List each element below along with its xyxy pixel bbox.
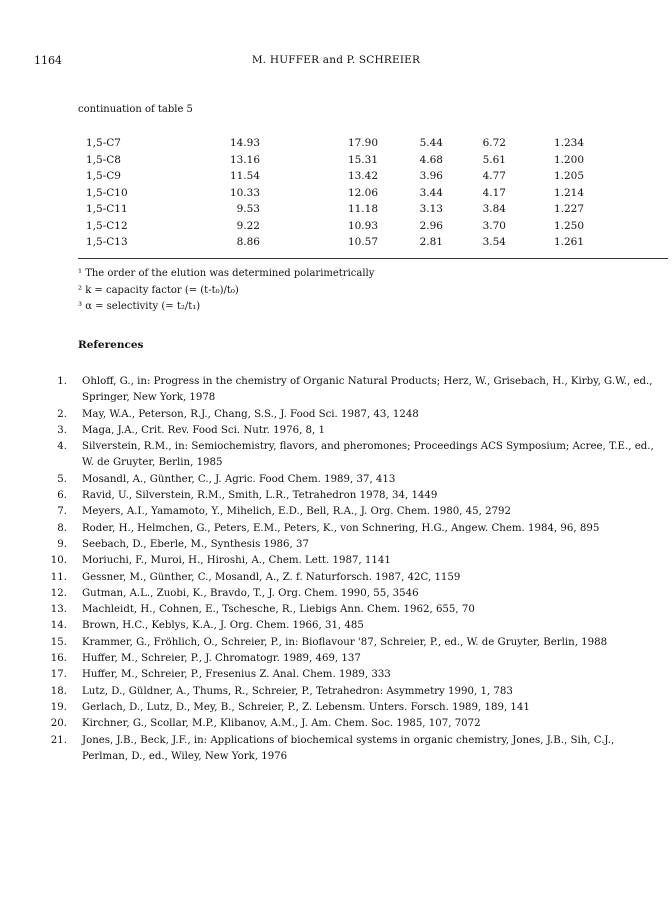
compound-cell: 1,5-C11 — [86, 203, 128, 215]
reference-item — [0, 570, 672, 586]
reference-text: Gutman, A.L., Zuobi, K., Bravdo, T., J. Org. Chem. 1990, 55, 3546 — [82, 587, 419, 599]
value-cell: 10.93 — [347, 219, 378, 232]
value-cell: 5.44 — [419, 137, 443, 149]
value-cell: 2.96 — [419, 219, 443, 232]
value-cell: 1.250 — [553, 219, 584, 232]
table-caption: continuation of table 5 — [78, 104, 193, 115]
reference-number: 2. — [57, 408, 67, 420]
reference-text: Seebach, D., Eberle, M., Synthesis 1986, 37 — [82, 538, 309, 550]
reference-item — [0, 602, 672, 618]
value-cell: 1.214 — [553, 186, 584, 199]
value-cell: 11.54 — [229, 170, 260, 182]
reference-item — [0, 374, 672, 407]
footnote-3: ³ α = selectivity (= t₂/t₁) — [78, 301, 201, 312]
reference-item — [0, 407, 672, 423]
value-cell: 4.68 — [419, 153, 443, 166]
reference-item — [0, 553, 672, 569]
reference-text: Maga, J.A., Crit. Rev. Food Sci. Nutr. 1976, 8, 1 — [82, 424, 325, 436]
value-cell: 4.17 — [482, 186, 506, 199]
compound-cell: 1,5-C12 — [86, 219, 128, 232]
reference-item — [0, 700, 672, 716]
reference-text: Roder, H., Helmchen, G., Peters, E.M., Peters, K., von Schnering, H.G., Angew. Chem. 1984, 96, 895 — [82, 522, 600, 534]
table-row — [78, 154, 668, 171]
value-cell: 17.90 — [347, 137, 378, 149]
compound-cell: 1,5-C9 — [86, 170, 121, 182]
reference-item — [0, 733, 672, 766]
reference-number: 19. — [50, 701, 67, 713]
reference-item — [0, 667, 672, 683]
reference-number: 7. — [57, 506, 67, 518]
value-cell: 1.234 — [553, 137, 584, 149]
reference-number: 10. — [50, 555, 67, 567]
reference-text: Gessner, M., Günther, C., Mosandl, A., Z. f. Naturforsch. 1987, 42C, 1159 — [82, 571, 461, 583]
page-number: 1164 — [34, 54, 62, 67]
table-row — [78, 220, 668, 237]
value-cell: 6.72 — [482, 137, 506, 149]
reference-item — [0, 472, 672, 488]
reference-text: Ravid, U., Silverstein, R.M., Smith, L.R., Tetrahedron 1978, 34, 1449 — [82, 490, 438, 502]
value-cell: 3.54 — [482, 236, 506, 248]
value-cell: 13.42 — [347, 170, 378, 182]
reference-item — [0, 716, 672, 732]
table-row — [78, 203, 668, 220]
value-cell: 3.13 — [419, 203, 443, 215]
value-cell: 3.44 — [419, 186, 443, 199]
reference-item — [0, 504, 672, 520]
data-table — [78, 137, 668, 253]
value-cell: 9.22 — [236, 219, 260, 232]
reference-number: 16. — [50, 653, 67, 665]
reference-text: Meyers, A.I., Yamamoto, Y., Mihelich, E.D., Bell, R.A., J. Org. Chem. 1980, 45, 2792 — [82, 506, 512, 518]
running-head: M. HUFFER and P. SCHREIER — [251, 54, 421, 66]
reference-item — [0, 537, 672, 553]
references-heading: References — [78, 339, 144, 351]
value-cell: 2.81 — [419, 236, 443, 248]
footnotes — [78, 266, 374, 316]
reference-text: Huffer, M., Schreier, P., Fresenius Z. Anal. Chem. 1989, 333 — [82, 669, 391, 681]
table-row — [78, 170, 668, 187]
value-cell: 11.18 — [347, 203, 378, 215]
reference-number: 12. — [50, 587, 67, 599]
value-cell: 4.77 — [482, 170, 506, 182]
reference-number: 4. — [57, 441, 67, 453]
table-row — [78, 236, 668, 253]
reference-text: Jones, J.B., Beck, J.F., in: Applications of biochemical systems in organic chemistry, Jones, J.B., Sih, C.J., Perlman, D., ed., Wiley, New York, 1976 — [82, 734, 615, 762]
value-cell: 3.96 — [419, 170, 443, 182]
reference-number: 21. — [50, 734, 67, 746]
value-cell: 10.57 — [347, 236, 378, 248]
compound-cell: 1,5-C13 — [86, 236, 128, 248]
reference-text: Krammer, G., Fröhlich, O., Schreier, P., in: Bioflavour '87, Schreier, P., ed., W. de Gruyter, Berlin, 1988 — [82, 636, 608, 648]
reference-text: Kirchner, G., Scollar, M.P., Klibanov, A.M., J. Am. Chem. Soc. 1985, 107, 7072 — [82, 718, 481, 730]
table-row — [78, 187, 668, 204]
value-cell: 9.53 — [236, 203, 260, 215]
reference-item — [0, 439, 672, 472]
value-cell: 1.205 — [553, 170, 584, 182]
reference-item — [0, 521, 672, 537]
reference-number: 18. — [50, 685, 67, 697]
compound-cell: 1,5-C10 — [86, 186, 128, 199]
reference-number: 6. — [57, 490, 67, 502]
reference-number: 1. — [57, 376, 67, 387]
value-cell: 3.70 — [482, 219, 506, 232]
reference-text: Huffer, M., Schreier, P., J. Chromatogr. 1989, 469, 137 — [82, 653, 361, 665]
reference-text: Brown, H.C., Keblys, K.A., J. Org. Chem. 1966, 31, 485 — [82, 620, 364, 632]
reference-number: 11. — [50, 571, 67, 583]
reference-text: Silverstein, R.M., in: Semiochemistry, flavors, and pheromones; Proceedings ACS Symposium; Acree, T.E., ed., W. de Gruyter, Berlin, 1985 — [82, 441, 654, 469]
page-header — [0, 54, 672, 70]
reference-item — [0, 618, 672, 634]
reference-item — [0, 423, 672, 439]
value-cell: 13.16 — [229, 153, 260, 166]
value-cell: 15.31 — [347, 153, 378, 166]
reference-number: 5. — [57, 473, 67, 485]
references-list — [0, 374, 672, 765]
reference-item — [0, 635, 672, 651]
reference-number: 15. — [50, 636, 67, 648]
reference-text: May, W.A., Peterson, R.J., Chang, S.S., J. Food Sci. 1987, 43, 1248 — [82, 408, 419, 420]
value-cell: 10.33 — [229, 186, 260, 199]
value-cell: 5.61 — [482, 153, 506, 166]
value-cell: 12.06 — [347, 186, 378, 199]
reference-number: 14. — [50, 620, 67, 632]
reference-text: Ohloff, G., in: Progress in the chemistry of Organic Natural Products; Herz, W., Grisebach, H., Kirby, G.W., ed., Springer, New York, 1978 — [82, 376, 653, 404]
reference-number: 9. — [57, 538, 67, 550]
reference-text: Gerlach, D., Lutz, D., Mey, B., Schreier, P., Z. Lebensm. Unters. Forsch. 1989, 189, 141 — [82, 701, 530, 713]
reference-number: 8. — [57, 522, 67, 534]
compound-cell: 1,5-C8 — [86, 153, 121, 166]
value-cell: 3.84 — [482, 203, 506, 215]
reference-text: Lutz, D., Güldner, A., Thums, R., Schreier, P., Tetrahedron: Asymmetry 1990, 1, 783 — [82, 685, 513, 697]
reference-number: 20. — [50, 718, 67, 730]
value-cell: 1.227 — [553, 203, 584, 215]
reference-item — [0, 651, 672, 667]
reference-text: Mosandl, A., Günther, C., J. Agric. Food Chem. 1989, 37, 413 — [82, 473, 396, 485]
table-row — [78, 137, 668, 154]
reference-text: Machleidt, H., Cohnen, E., Tschesche, R., Liebigs Ann. Chem. 1962, 655, 70 — [82, 604, 475, 616]
compound-cell: 1,5-C7 — [86, 137, 121, 149]
value-cell: 1.200 — [553, 153, 584, 166]
reference-text: Moriuchi, F., Muroi, H., Hiroshi, A., Chem. Lett. 1987, 1141 — [82, 555, 391, 567]
reference-item — [0, 488, 672, 504]
value-cell: 14.93 — [229, 137, 260, 149]
table-bottom-rule — [78, 258, 668, 259]
reference-number: 17. — [50, 669, 67, 681]
reference-number: 13. — [50, 604, 67, 616]
value-cell: 8.86 — [236, 236, 260, 248]
footnote-2: ² k = capacity factor (= (t-t₀)/t₀) — [78, 284, 239, 296]
reference-item — [0, 586, 672, 602]
reference-number: 3. — [57, 424, 67, 436]
value-cell: 1.261 — [553, 236, 584, 248]
reference-item — [0, 684, 672, 700]
footnote-1: ¹ The order of the elution was determined polarimetrically — [78, 268, 375, 279]
